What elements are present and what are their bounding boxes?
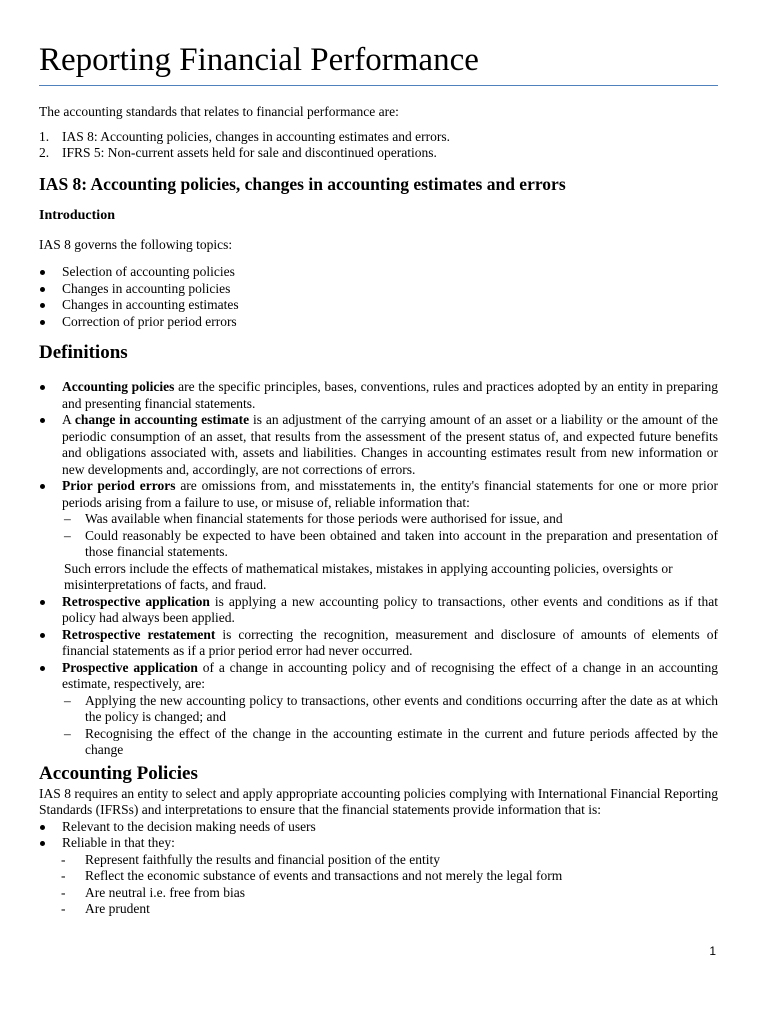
bullet-icon — [40, 484, 45, 489]
list-item: - Are neutral i.e. free from bias — [61, 884, 246, 900]
introduction-heading: Introduction — [39, 207, 115, 223]
errors-note: Such errors include the effects of mathematical mistakes, mistakes in applying accounting policies, oversights or misinterpretations of facts, and fraud. — [64, 560, 673, 592]
list-item: Correction of prior period errors — [39, 314, 718, 331]
prospective-sublist — [62, 693, 718, 759]
definition-item: Prior period errors are omissions from, and misstatements in, the entity's financial statements for one or more prior periods arising from a failure to use, or misuse of, reliable information that: – Was available when financial statements for those periods were authorised for issue, and – Could reasonably be expected to have been obtained and taken into account in the preparation and presentation of those financial statements. — [39, 478, 718, 561]
ias8-heading: IAS 8: Accounting policies, changes in accounting estimates and errors — [39, 173, 566, 194]
bullet-icon — [40, 320, 45, 325]
standards-list — [39, 129, 718, 162]
bullet-icon — [40, 385, 45, 390]
policies-paragraph: IAS 8 requires an entity to select and apply appropriate accounting policies complying with International Financial Reporting Standards (IFRSs) and interpretations to ensure that the financial statements provide information that is: — [39, 785, 718, 817]
list-item: - Reflect the economic substance of events and transactions and not merely the legal form — [61, 868, 563, 883]
list-item: 1. IAS 8: Accounting policies, changes in accounting estimates and errors. — [39, 128, 451, 144]
list-item: - Represent faithfully the results and financial position of the entity — [61, 851, 441, 867]
definition-term: Retrospective restatement — [62, 626, 216, 642]
definition-term: change in accounting estimate — [74, 412, 250, 427]
bullet-icon — [40, 600, 45, 605]
definitions-list-continued — [39, 594, 718, 759]
definition-item: Accounting policies are the specific principles, bases, conventions, rules and practices adopted by an entity in preparing and presenting financial statements. — [39, 379, 718, 412]
intro-paragraph: The accounting standards that relates to financial performance are: — [39, 104, 399, 119]
reliable-sublist — [39, 852, 718, 918]
policies-list — [39, 819, 718, 852]
bullet-icon — [40, 270, 45, 275]
list-item: – Recognising the effect of the change in the accounting estimate in the current and future periods affected by the change — [64, 725, 718, 757]
definitions-list — [39, 379, 718, 561]
definition-term: Prospective application — [62, 659, 198, 675]
governs-paragraph: IAS 8 governs the following topics: — [39, 236, 233, 252]
definition-item: A change in accounting estimate is an adjustment of the carrying amount of an asset or a liability or the amount of the periodic consumption of an asset, that results from the assessment of the present status of, and expected future benefits and obligations associated with, assets and liabilities. Changes in accounting estimates result from new information or new developments and, accordingly, are not corrections of errors. — [39, 412, 718, 478]
title-underline — [39, 85, 718, 86]
bullet-icon — [40, 303, 45, 308]
document-body — [39, 104, 718, 918]
list-item: Relevant to the decision making needs of users — [39, 819, 718, 836]
definition-item: Prospective application of a change in accounting policy and of recognising the effect of a change in an accounting estimate, respectively, are: – Applying the new accounting policy to transactions, other events and conditions occurring after the date as at which the policy is changed; and – Recognising the effect of the change in the accounting estimate in the current and future periods affected by the change — [39, 660, 718, 759]
definition-term: Accounting policies — [62, 379, 175, 394]
bullet-icon — [40, 666, 45, 671]
list-item: Changes in accounting estimates — [39, 297, 718, 314]
list-item: Changes in accounting policies — [39, 281, 718, 298]
page-number: 1 — [709, 944, 716, 958]
list-item: – Could reasonably be expected to have been obtained and taken into account in the preparation and presentation of those financial statements. — [64, 527, 718, 559]
definition-term: Prior period errors — [62, 478, 176, 493]
bullet-icon — [40, 825, 45, 830]
list-item: Selection of accounting policies — [39, 264, 718, 281]
page-title: Reporting Financial Performance — [39, 42, 479, 78]
accounting-policies-heading: Accounting Policies — [39, 762, 198, 784]
definition-item: Retrospective application is applying a new accounting policy to transactions, other events and conditions as if that policy had always been applied. — [39, 594, 718, 627]
list-item: 2. IFRS 5: Non-current assets held for sale and discontinued operations. — [39, 145, 437, 160]
definition-term: Retrospective application — [62, 593, 210, 609]
definition-item: Retrospective restatement is correcting the recognition, measurement and disclosure of amounts of elements of financial statements as if a prior period error had never occurred. — [39, 627, 718, 660]
bullet-icon — [40, 418, 45, 423]
topics-list — [39, 264, 718, 330]
list-item: – Was available when financial statements for those periods were authorised for issue, and — [64, 511, 563, 526]
bullet-icon — [40, 841, 45, 846]
errors-sublist — [62, 511, 718, 561]
list-item: - Are prudent — [61, 901, 150, 916]
bullet-icon — [40, 287, 45, 292]
definitions-heading: Definitions — [39, 342, 128, 363]
list-item: Reliable in that they: — [39, 835, 718, 852]
bullet-icon — [40, 633, 45, 638]
list-item: – Applying the new accounting policy to transactions, other events and conditions occurring after the date as at which the policy is changed; and — [64, 692, 718, 724]
